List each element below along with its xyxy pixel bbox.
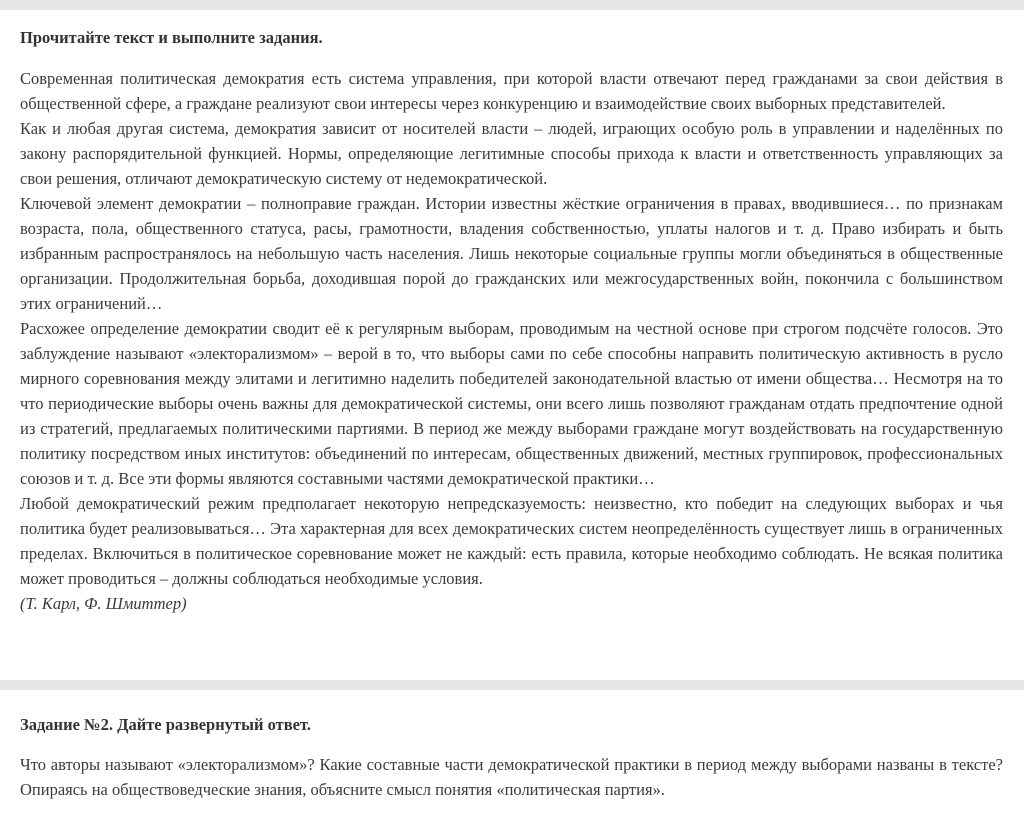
text-paragraph-5: Любой демократический режим предполагает некоторую непредсказуемость: неизвестно, кто победит на следующих выборах и чья политика будет реализовываться… Эта характерная для всех демократических систем неопределённость существует лишь в ограниченных пределах. Включиться в политическое соревнование может не каждый: есть правила, которые необходимо соблюдать. Не всякая политика может проводиться – должны соблюдаться необходимые условия. [20,494,1003,588]
section-divider [0,680,1024,690]
text-source-attribution: (Т. Карл, Ф. Шмиттер) [20,594,187,613]
task-question: Что авторы называют «электорализмом»? Какие составные части демократической практики в период между выборами названы в тексте? Опираясь на обществоведческие знания, объясните смысл понятия «политическая партия». [20,755,1003,799]
task-heading: Задание №2. Дайте развернутый ответ. [20,715,311,734]
text-paragraph-3: Ключевой элемент демократии – полноправие граждан. Истории известны жёсткие ограничения в правах, вводившиеся… по признакам возраста, пола, общественного статуса, расы, грамотности, владения собственностью, уплаты налогов и т. д. Право избирать и быть избранным распространялось на небольшую часть населения. Лишь некоторые социальные группы могли объединяться в общественные организации. Продолжительная борьба, доходившая порой до гражданских или межгосударственных войн, покончила с большинством этих ограничений… [20,194,1003,313]
text-paragraph-1: Современная политическая демократия есть система управления, при которой власти отвечают перед гражданами за свои действия в общественной сфере, а граждане реализуют свои интересы через конкуренцию и взаимодействие своих выборных представителей. [20,69,1003,113]
text-paragraph-2: Как и любая другая система, демократия зависит от носителей власти – людей, играющих особую роль в управлении и наделённых по закону распорядительной функцией. Нормы, определяющие легитимные способы прихода к власти и ответственность управляющих за свои решения, отличают демократическую систему от недемократической. [20,119,1003,188]
top-divider [0,0,1024,10]
reading-instruction-heading: Прочитайте текст и выполните задания. [20,28,323,47]
text-paragraph-4: Расхожее определение демократии сводит её к регулярным выборам, проводимым на честной основе при строгом подсчёте голосов. Это заблуждение называют «электорализмом» – верой в то, что выборы сами по себе способны направить политическую активность в русло мирного соревнования между элитами и легитимно наделить победителей законодательной властью от имени общества… Несмотря на то что периодические выборы очень важны для демократической системы, они всего лишь позволяют гражданам отдать предпочтение одной из стратегий, предлагаемых политическими партиями. В период же между выборами граждане могут воздействовать на государственную политику посредством иных институтов: объединений по интересам, общественных движений, местных группировок, профессиональных союзов и т. д. Все эти формы являются составными частями демократической практики… [20,319,1003,488]
reading-text-section [0,10,1024,680]
task-section [0,690,1024,802]
